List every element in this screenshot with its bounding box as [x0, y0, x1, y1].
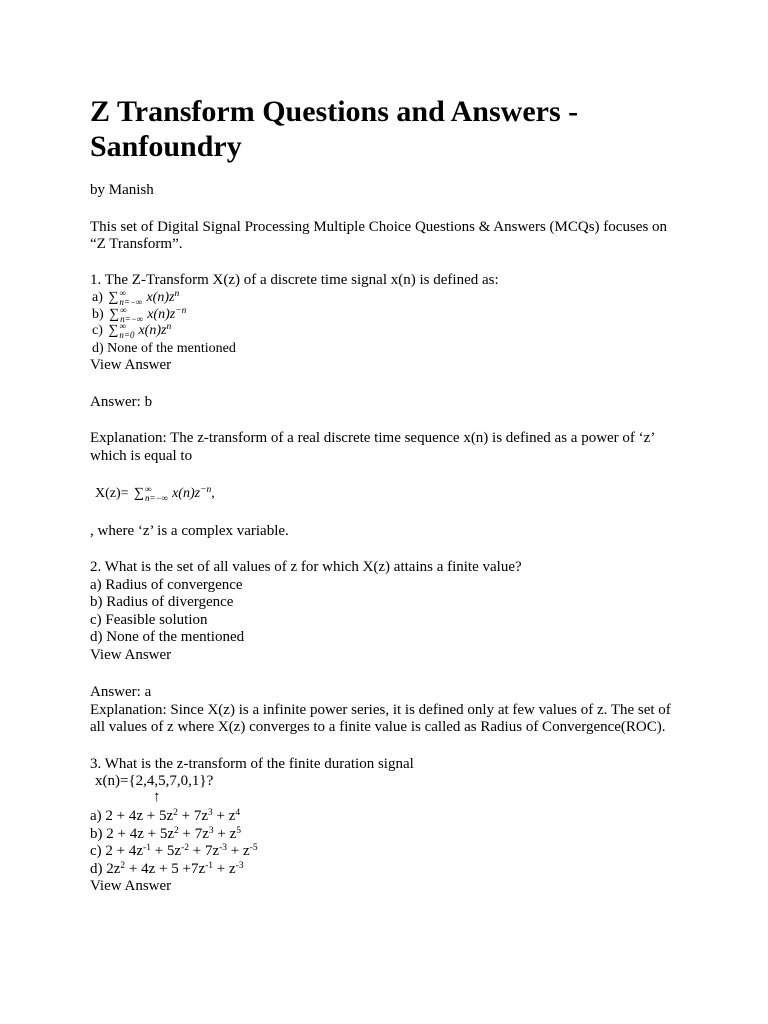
option-label: d) — [92, 341, 104, 356]
answer-text: Answer: a — [90, 684, 152, 700]
exponent: -5 — [249, 843, 258, 854]
question-text: 2. What is the set of all values of z for which X(z) attains a finite value? — [90, 559, 522, 575]
exponent: -1 — [205, 860, 214, 871]
expression-part: 2 + 4z — [105, 843, 144, 860]
question-2-block — [90, 559, 522, 665]
option-d — [92, 340, 236, 357]
option-d: d) None of the mentioned — [90, 629, 245, 646]
summation-limits — [145, 485, 168, 503]
signal-sequence: x(n)={2,4,5,7,0,1}? — [95, 773, 214, 789]
explanation-line-2: which is equal to — [90, 447, 193, 464]
question-text: 1. The Z-Transform X(z) of a discrete time signal x(n) is defined as: — [90, 272, 499, 288]
option-a: a) Radius of convergence — [90, 576, 243, 593]
option-label: c) — [92, 323, 103, 339]
intro-paragraph — [90, 219, 667, 254]
answer-block — [90, 684, 671, 737]
option-a — [90, 808, 258, 826]
summand: x(n)z — [138, 323, 167, 339]
option-label: b) — [90, 825, 103, 842]
option-label: a) — [92, 290, 103, 306]
expression-part: + 7z — [178, 825, 209, 842]
option-a — [92, 289, 179, 307]
summation-symbol: ∑ — [109, 307, 120, 323]
option-b: b) Radius of divergence — [90, 594, 234, 611]
summation-limits — [119, 322, 134, 340]
expression-part: + z — [227, 843, 250, 860]
formula-tail: , — [211, 486, 215, 502]
exponent: -3 — [219, 843, 228, 854]
expression-part: + z — [212, 808, 236, 824]
upper-limit: ∞ — [120, 305, 127, 315]
option-label: a) — [90, 808, 102, 824]
view-answer-link[interactable]: View Answer — [90, 357, 172, 373]
origin-arrow-icon: ↑ — [153, 789, 161, 805]
upper-limit: ∞ — [119, 288, 126, 298]
question-3-options — [90, 808, 258, 896]
option-c — [90, 843, 258, 861]
lower-limit: n=−∞ — [119, 297, 143, 307]
exponent: 2 — [120, 860, 126, 871]
lower-limit: n=0 — [119, 330, 135, 340]
expression-part: + 7z — [189, 843, 220, 860]
exponent: 2 — [173, 808, 178, 818]
exponent: 4 — [235, 808, 241, 818]
expression-part: 2 + 4z + 5z — [106, 825, 174, 842]
exponent: 2 — [173, 825, 179, 836]
summand: x(n)z — [146, 290, 175, 306]
expression-part: 2z — [106, 860, 121, 877]
exponent: 5 — [236, 825, 241, 836]
formula-lhs: X(z)= — [95, 486, 129, 502]
expression-part: 2 + 4z + 5z — [105, 808, 174, 824]
question-text: 3. What is the z-transform of the finite duration signal — [90, 756, 414, 772]
expression-part: + 4z + 5 +7z — [125, 860, 206, 877]
intro-line-2: “Z Transform”. — [90, 236, 183, 252]
view-answer-link[interactable]: View Answer — [90, 646, 172, 663]
formula-note: , where ‘z’ is a complex variable. — [90, 523, 289, 539]
intro-line-1: This set of Digital Signal Processing Multiple Choice Questions & Answers (MCQs) focuses on — [90, 219, 668, 235]
upper-limit: ∞ — [119, 321, 126, 331]
explanation-text — [90, 430, 655, 465]
expression-part: + 7z — [177, 808, 209, 824]
option-c — [92, 322, 171, 340]
title-line-2: Sanfoundry — [90, 130, 242, 163]
lower-limit: n=−∞ — [120, 314, 144, 324]
option-label: c) — [90, 843, 102, 860]
exponent: −n — [200, 485, 212, 496]
option-d — [90, 861, 258, 879]
option-c: c) Feasible solution — [90, 611, 208, 628]
expression-part: + z — [213, 860, 236, 877]
explanation-line-1: Explanation: Since X(z) is a infinite power series, it is defined only at few values of z. The set of — [90, 701, 671, 718]
z-transform-formula — [95, 485, 215, 503]
explanation-line-1: Explanation: The z-transform of a real discrete time sequence x(n) is defined as a power of ‘z’ — [90, 430, 656, 446]
exponent: −n — [175, 306, 187, 317]
answer-text: Answer: b — [90, 394, 153, 410]
author-byline: by Manish — [90, 182, 154, 198]
option-b — [90, 826, 258, 844]
exponent: n — [174, 289, 180, 300]
exponent: -1 — [143, 843, 151, 854]
option-label: d) — [90, 860, 103, 877]
upper-limit: ∞ — [145, 484, 152, 494]
summand: x(n)z — [147, 307, 176, 323]
expression-part: + z — [213, 825, 237, 842]
page-title — [90, 94, 578, 164]
option-label: b) — [92, 307, 104, 323]
lower-limit: n=−∞ — [145, 493, 169, 503]
expression-part: + 5z — [150, 843, 182, 860]
explanation-line-2: all values of z where X(z) converges to a finite value is called as Radius of Convergence(ROC). — [90, 719, 666, 736]
title-line-1: Z Transform Questions and Answers - — [90, 95, 579, 128]
exponent: 3 — [208, 808, 213, 818]
summation-symbol: ∑ — [108, 323, 119, 339]
exponent: -2 — [181, 843, 189, 854]
exponent: -3 — [235, 860, 244, 871]
view-answer-link[interactable]: View Answer — [90, 878, 172, 895]
summation-symbol: ∑ — [134, 486, 145, 502]
option-text: None of the mentioned — [107, 341, 236, 356]
summand: x(n)z — [172, 486, 201, 502]
exponent: 3 — [208, 825, 214, 836]
summation-symbol: ∑ — [108, 290, 119, 306]
exponent: n — [166, 322, 172, 333]
